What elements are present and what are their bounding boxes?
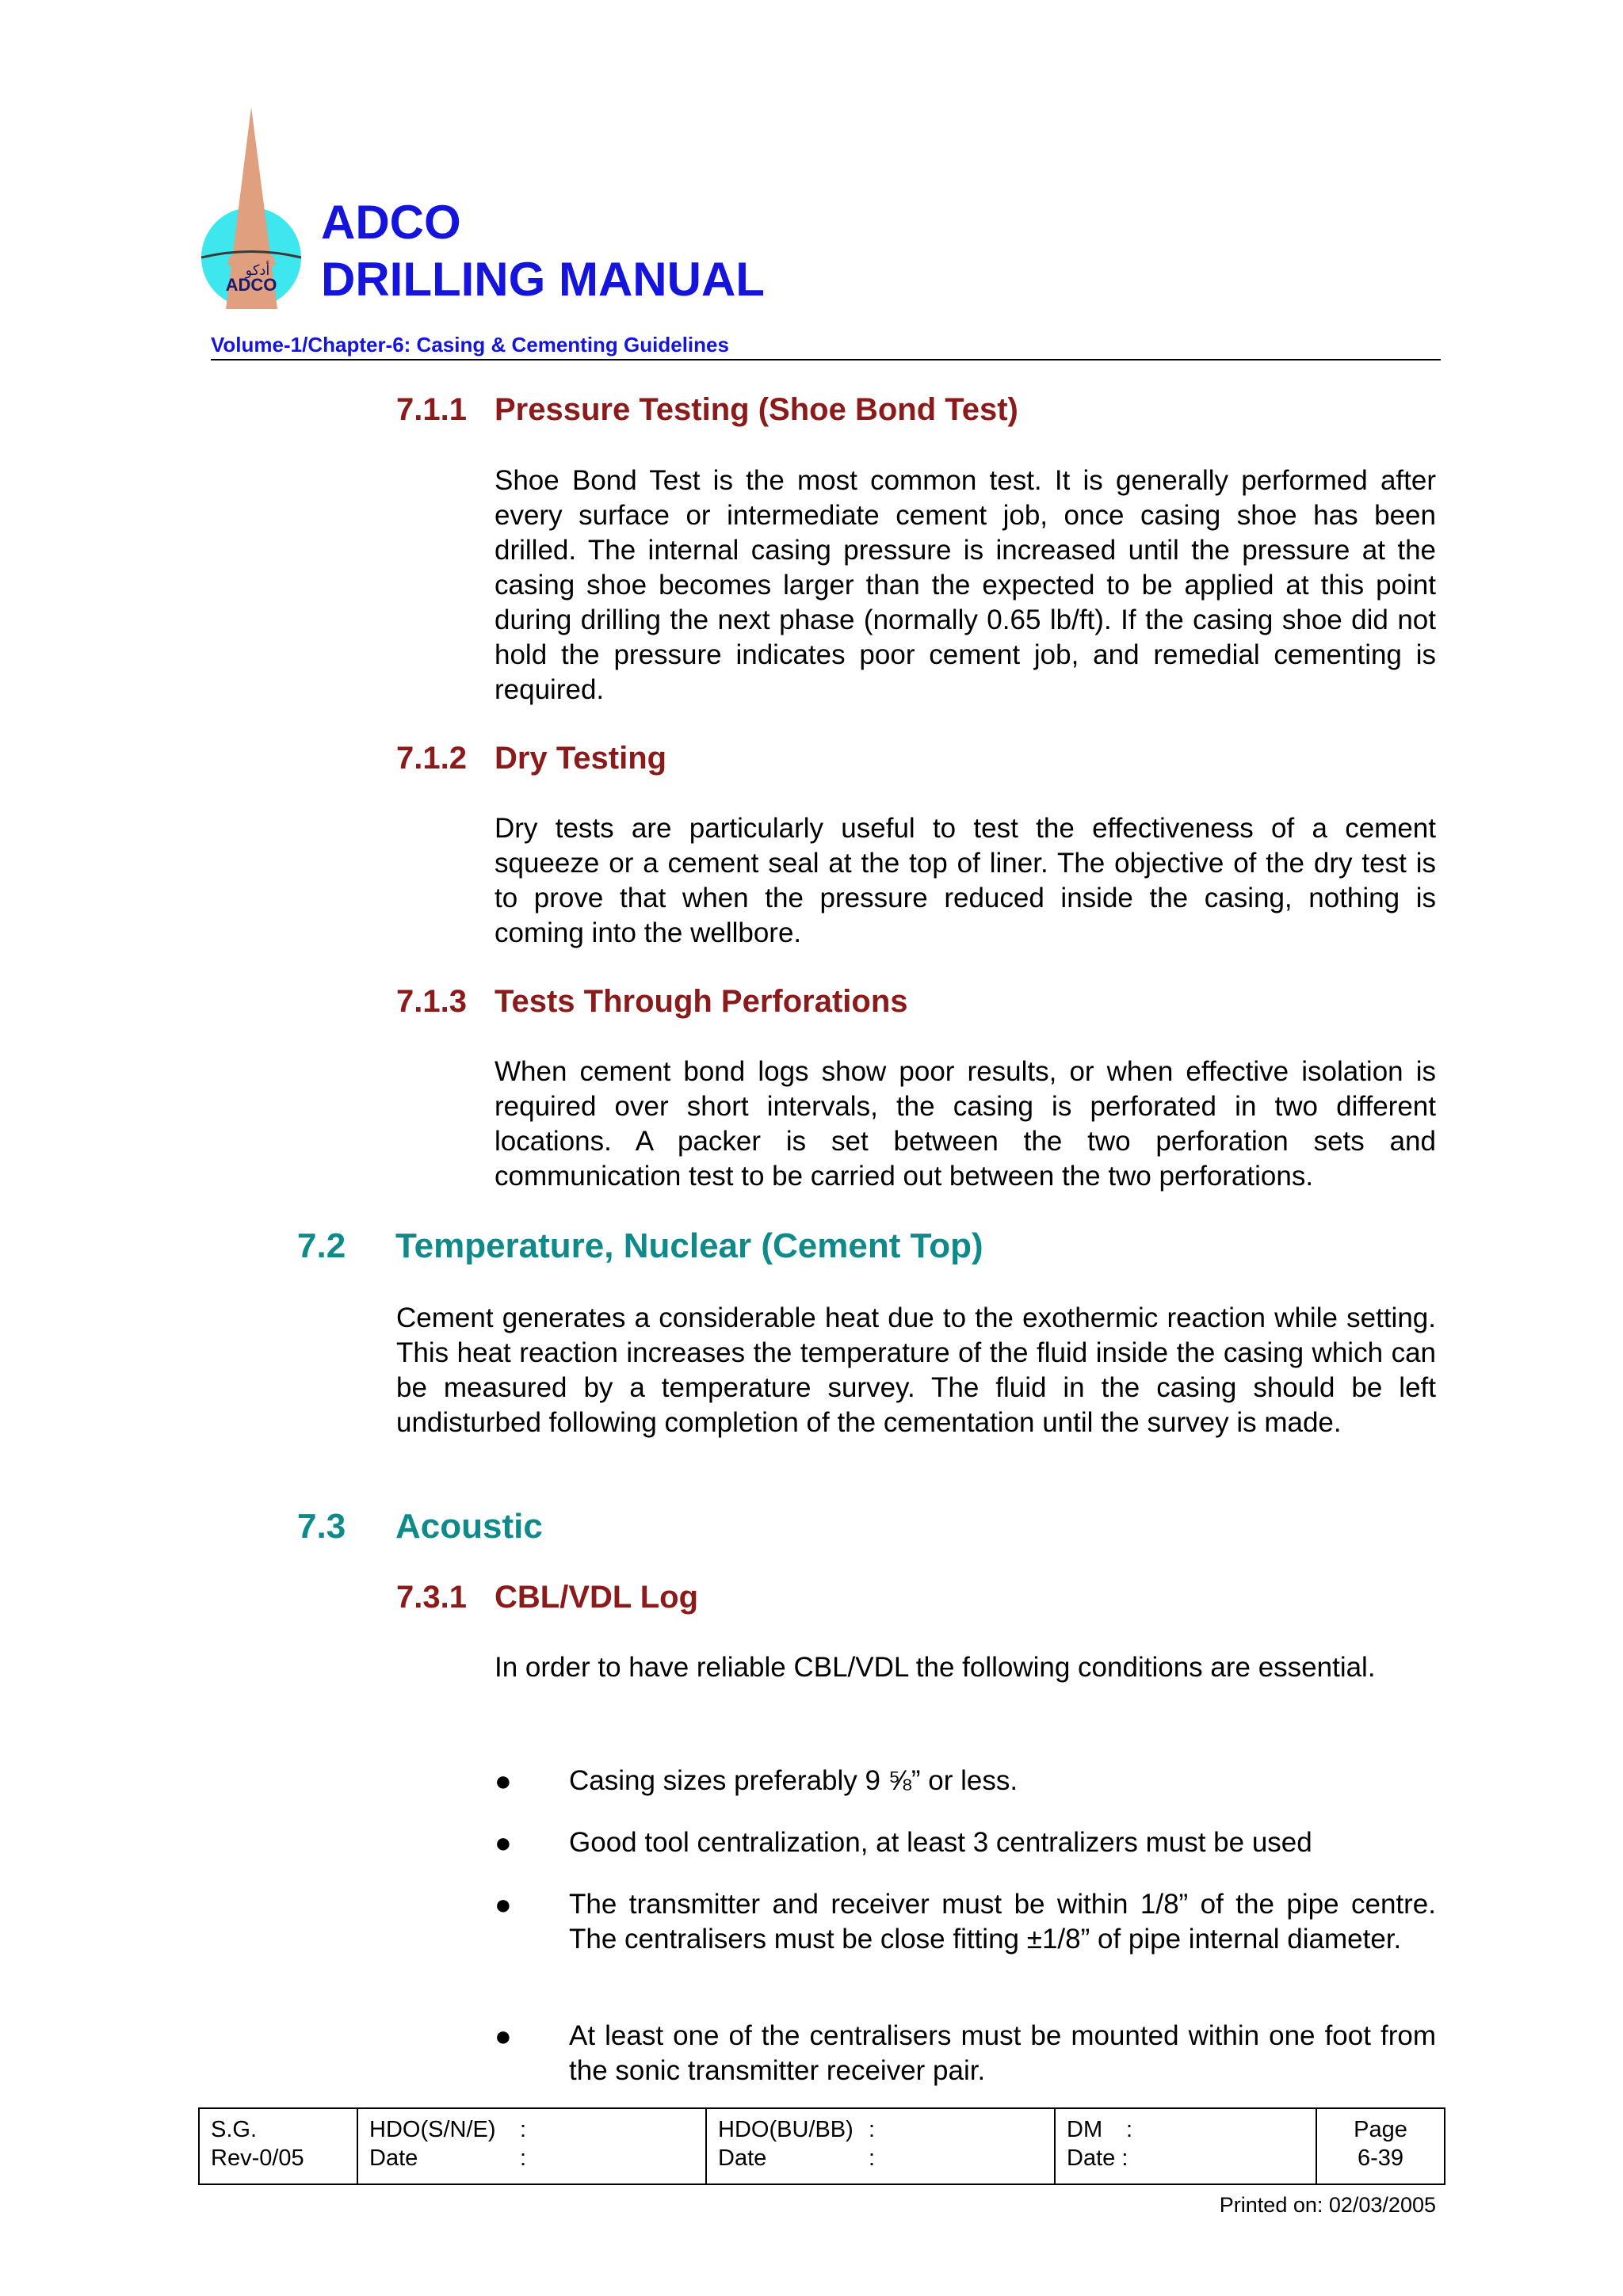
list-item-text: The transmitter and receiver must be within 1/8” of the pipe centre. The centralisers must be close fitting ±1/8” of pipe internal diameter.	[569, 1889, 1436, 1955]
heading-number: 7.1.2	[396, 741, 467, 776]
heading-number: 7.3	[297, 1507, 346, 1546]
footer-cell-hdo-sne	[357, 2108, 706, 2184]
bullet-icon: ●	[495, 2019, 512, 2052]
paragraph-7-1-2: Dry tests are particularly useful to test the effectiveness of a cement squeeze or a cement seal at the top of liner. The objective of the dry test is to prove that when the pressure reduced inside the casing, nothing is coming into the wellbore.	[495, 813, 1436, 948]
heading-title: Tests Through Perforations	[495, 984, 908, 1019]
footer-sg: S.G.	[211, 2117, 258, 2142]
footer-page-label: Page	[1354, 2117, 1407, 2142]
footer-table	[198, 2107, 1445, 2185]
footer-colon: :	[869, 2145, 876, 2171]
footer-cell-sg	[199, 2108, 357, 2184]
footer-dm-date: Date :	[1067, 2145, 1128, 2171]
bullet-icon: ●	[495, 1888, 512, 1920]
footer-colon: :	[520, 2117, 527, 2142]
list-item-text: Casing sizes preferably 9 ⅝” or less.	[569, 1765, 1018, 1796]
logo-arabic: أدكو	[245, 262, 270, 279]
list-item-text: At least one of the centralisers must be mounted within one foot from the sonic transmitter receiver pair.	[569, 2020, 1436, 2086]
footer-date-label: Date	[718, 2145, 767, 2171]
header-divider	[211, 359, 1441, 360]
bullet-icon: ●	[495, 1826, 512, 1859]
footer-dm-label: DM	[1067, 2117, 1103, 2142]
heading-number: 7.2	[297, 1226, 346, 1265]
logo-text: ADCO	[225, 275, 277, 295]
paragraph-7-1-1: Shoe Bond Test is the most common test. It is generally performed after every surface or intermediate cement job, once casing shoe has been drilled. The internal casing pressure is increased until the pressure at the casing shoe becomes larger than the expected to be applied at this point during drilling the next phase (normally 0.65 lb/ft). If the casing shoe did not hold the pressure indicates poor cement job, and remedial cementing is required.	[495, 465, 1436, 705]
paragraph-7-3-1: In order to have reliable CBL/VDL the following conditions are essential.	[495, 1652, 1376, 1683]
footer-colon: :	[869, 2117, 876, 2142]
printed-date: Printed on: 02/03/2005	[1219, 2193, 1436, 2217]
brand-line-2: DRILLING MANUAL	[321, 253, 765, 306]
heading-number: 7.1.3	[396, 984, 467, 1019]
footer-cell-hdo-bubb	[706, 2108, 1055, 2184]
footer-colon: :	[1126, 2117, 1133, 2142]
paragraph-7-1-3: When cement bond logs show poor results, or when effective isolation is required over short intervals, the casing is perforated in two different locations. A packer is set between the two perforation sets and communication test to be carried out between the two perforations.	[495, 1056, 1436, 1192]
heading-title: Temperature, Nuclear (Cement Top)	[395, 1226, 983, 1265]
brand-line-1: ADCO	[321, 196, 461, 249]
heading-number: 7.1.1	[396, 392, 467, 427]
heading-title: Dry Testing	[495, 741, 667, 776]
paragraph-7-2: Cement generates a considerable heat due to the exothermic reaction while setting. This heat reaction increases the temperature of the fluid inside the casing which can be measured by a temperature survey. The fluid in the casing should be left undisturbed following completion of the cementation until the survey is made.	[396, 1302, 1436, 1438]
bullet-icon: ●	[495, 1764, 512, 1797]
heading-title: CBL/VDL Log	[495, 1580, 699, 1615]
footer-hdo-sne-label: HDO(S/N/E)	[369, 2117, 496, 2142]
chapter-subtitle: Volume-1/Chapter-6: Casing & Cementing Guidelines	[211, 333, 729, 357]
heading-number: 7.3.1	[396, 1580, 467, 1615]
footer-rev: Rev-0/05	[211, 2145, 304, 2171]
footer-date-label: Date	[369, 2145, 418, 2171]
brand-title	[321, 194, 765, 308]
footer-colon: :	[520, 2145, 527, 2171]
heading-title: Acoustic	[395, 1507, 543, 1546]
heading-title: Pressure Testing (Shoe Bond Test)	[495, 392, 1018, 427]
footer-hdo-bubb-label: HDO(BU/BB)	[718, 2117, 854, 2142]
adco-logo	[198, 107, 305, 309]
footer-cell-dm	[1055, 2108, 1316, 2184]
list-item-text: Good tool centralization, at least 3 centralizers must be used	[569, 1827, 1312, 1858]
footer-page-number: 6-39	[1357, 2145, 1404, 2171]
footer-cell-page	[1316, 2108, 1445, 2184]
